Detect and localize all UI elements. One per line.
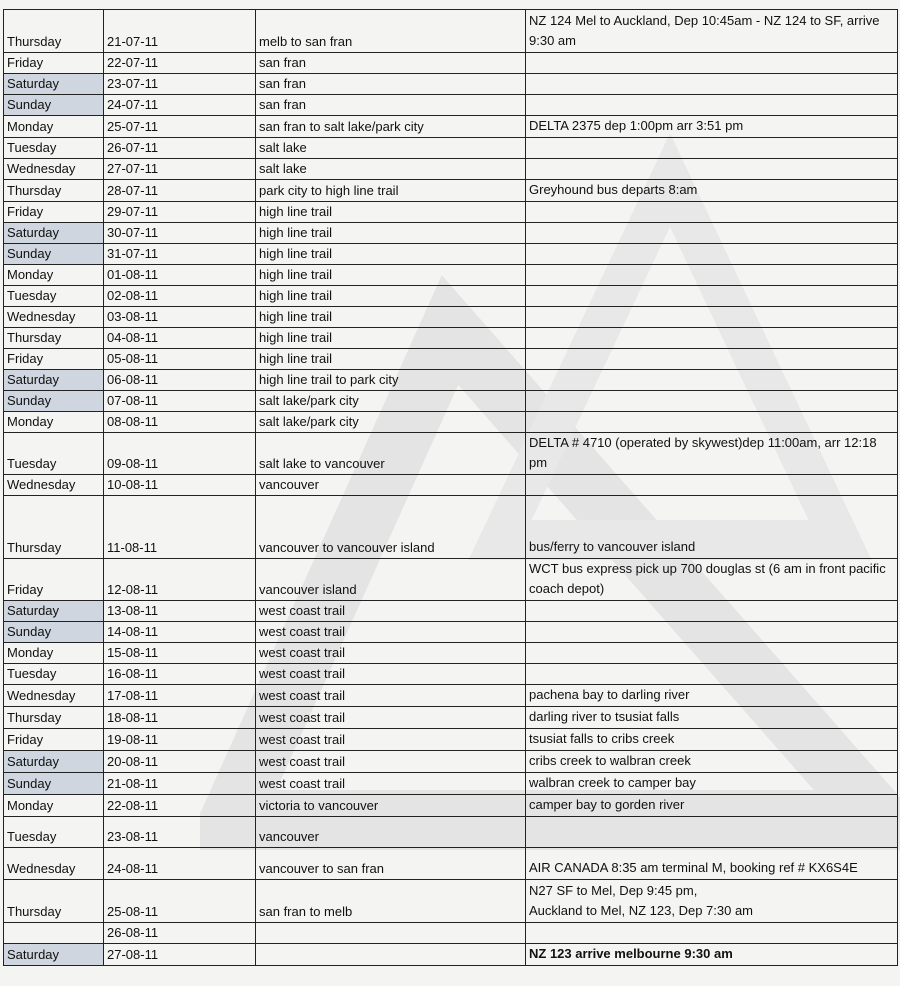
day-cell: Friday: [4, 53, 104, 74]
date-cell: 27-07-11: [104, 159, 256, 180]
date-cell: 05-08-11: [104, 349, 256, 370]
note-cell: [526, 817, 898, 848]
note-cell: [526, 475, 898, 496]
note-cell: [526, 53, 898, 74]
day-cell: Saturday: [4, 944, 104, 966]
day-cell: Wednesday: [4, 475, 104, 496]
day-cell: Friday: [4, 729, 104, 751]
day-cell: Thursday: [4, 180, 104, 202]
note-cell: [526, 244, 898, 265]
note-cell: [526, 370, 898, 391]
location-cell: salt lake/park city: [256, 412, 526, 433]
day-cell: Monday: [4, 412, 104, 433]
location-cell: melb to san fran: [256, 10, 526, 53]
date-cell: 21-08-11: [104, 773, 256, 795]
itinerary-row: [4, 74, 898, 95]
day-cell: Saturday: [4, 370, 104, 391]
day-cell: Monday: [4, 116, 104, 138]
itinerary-row: [4, 159, 898, 180]
location-cell: high line trail: [256, 349, 526, 370]
location-cell: salt lake: [256, 159, 526, 180]
date-cell: 03-08-11: [104, 307, 256, 328]
day-cell: Thursday: [4, 496, 104, 559]
itinerary-row: [4, 349, 898, 370]
location-cell: high line trail: [256, 328, 526, 349]
itinerary-row: [4, 286, 898, 307]
date-cell: 26-08-11: [104, 923, 256, 944]
note-cell: [526, 664, 898, 685]
location-cell: [256, 944, 526, 966]
day-cell: Monday: [4, 265, 104, 286]
location-cell: vancouver to vancouver island: [256, 496, 526, 559]
date-cell: 24-08-11: [104, 848, 256, 880]
day-cell: Sunday: [4, 622, 104, 643]
itinerary-row: [4, 391, 898, 412]
note-cell: darling river to tsusiat falls: [526, 707, 898, 729]
location-cell: high line trail: [256, 307, 526, 328]
location-cell: salt lake/park city: [256, 391, 526, 412]
day-cell: Tuesday: [4, 286, 104, 307]
location-cell: west coast trail: [256, 622, 526, 643]
location-cell: san fran: [256, 95, 526, 116]
note-cell: [526, 622, 898, 643]
itinerary-row: [4, 880, 898, 923]
itinerary-row: [4, 244, 898, 265]
itinerary-row: [4, 10, 898, 53]
date-cell: 14-08-11: [104, 622, 256, 643]
note-cell: camper bay to gorden river: [526, 795, 898, 817]
itinerary-body: [4, 10, 898, 966]
location-cell: west coast trail: [256, 729, 526, 751]
date-cell: 25-08-11: [104, 880, 256, 923]
day-cell: Tuesday: [4, 138, 104, 159]
itinerary-row: [4, 848, 898, 880]
date-cell: 18-08-11: [104, 707, 256, 729]
date-cell: 11-08-11: [104, 496, 256, 559]
itinerary-row: [4, 116, 898, 138]
note-cell: [526, 643, 898, 664]
note-cell: pachena bay to darling river: [526, 685, 898, 707]
day-cell: Thursday: [4, 707, 104, 729]
location-cell: vancouver island: [256, 559, 526, 601]
itinerary-row: [4, 412, 898, 433]
note-cell: [526, 923, 898, 944]
location-cell: west coast trail: [256, 751, 526, 773]
day-cell: Tuesday: [4, 817, 104, 848]
day-cell: Friday: [4, 349, 104, 370]
day-cell: Sunday: [4, 95, 104, 116]
day-cell: Thursday: [4, 328, 104, 349]
note-cell: [526, 391, 898, 412]
date-cell: 13-08-11: [104, 601, 256, 622]
itinerary-row: [4, 370, 898, 391]
location-cell: vancouver: [256, 475, 526, 496]
day-cell: Monday: [4, 643, 104, 664]
note-cell: [526, 286, 898, 307]
note-cell: [526, 159, 898, 180]
day-cell: Saturday: [4, 74, 104, 95]
note-cell: tsusiat falls to cribs creek: [526, 729, 898, 751]
location-cell: high line trail: [256, 286, 526, 307]
location-cell: high line trail: [256, 265, 526, 286]
date-cell: 07-08-11: [104, 391, 256, 412]
note-cell: WCT bus express pick up 700 douglas st (6 am in front pacific coach depot): [526, 559, 898, 601]
note-cell: DELTA # 4710 (operated by skywest)dep 11:00am, arr 12:18 pm: [526, 433, 898, 475]
location-cell: vancouver to san fran: [256, 848, 526, 880]
itinerary-row: [4, 729, 898, 751]
day-cell: Saturday: [4, 751, 104, 773]
date-cell: 04-08-11: [104, 328, 256, 349]
location-cell: west coast trail: [256, 707, 526, 729]
itinerary-row: [4, 923, 898, 944]
date-cell: 02-08-11: [104, 286, 256, 307]
note-cell: [526, 328, 898, 349]
date-cell: 23-08-11: [104, 817, 256, 848]
note-cell: Greyhound bus departs 8:am: [526, 180, 898, 202]
date-cell: 29-07-11: [104, 202, 256, 223]
date-cell: 25-07-11: [104, 116, 256, 138]
date-cell: 20-08-11: [104, 751, 256, 773]
itinerary-row: [4, 664, 898, 685]
itinerary-row: [4, 265, 898, 286]
day-cell: Thursday: [4, 10, 104, 53]
itinerary-row: [4, 496, 898, 559]
day-cell: Tuesday: [4, 433, 104, 475]
note-cell: [526, 138, 898, 159]
location-cell: park city to high line trail: [256, 180, 526, 202]
location-cell: victoria to vancouver: [256, 795, 526, 817]
itinerary-row: [4, 751, 898, 773]
date-cell: 24-07-11: [104, 95, 256, 116]
date-cell: 28-07-11: [104, 180, 256, 202]
itinerary-row: [4, 773, 898, 795]
date-cell: 09-08-11: [104, 433, 256, 475]
note-cell: N27 SF to Mel, Dep 9:45 pm, Auckland to Mel, NZ 123, Dep 7:30 am: [526, 880, 898, 923]
location-cell: san fran: [256, 53, 526, 74]
location-cell: high line trail to park city: [256, 370, 526, 391]
itinerary-row: [4, 180, 898, 202]
day-cell: Sunday: [4, 391, 104, 412]
date-cell: 22-07-11: [104, 53, 256, 74]
note-cell: DELTA 2375 dep 1:00pm arr 3:51 pm: [526, 116, 898, 138]
location-cell: west coast trail: [256, 664, 526, 685]
location-cell: west coast trail: [256, 601, 526, 622]
date-cell: 17-08-11: [104, 685, 256, 707]
location-cell: high line trail: [256, 223, 526, 244]
day-cell: Monday: [4, 795, 104, 817]
location-cell: salt lake to vancouver: [256, 433, 526, 475]
note-cell: [526, 349, 898, 370]
date-cell: 30-07-11: [104, 223, 256, 244]
date-cell: 06-08-11: [104, 370, 256, 391]
location-cell: high line trail: [256, 244, 526, 265]
day-cell: Wednesday: [4, 307, 104, 328]
location-cell: west coast trail: [256, 773, 526, 795]
note-cell: walbran creek to camper bay: [526, 773, 898, 795]
note-cell: [526, 202, 898, 223]
note-cell: [526, 412, 898, 433]
note-cell: bus/ferry to vancouver island: [526, 496, 898, 559]
date-cell: 27-08-11: [104, 944, 256, 966]
date-cell: 16-08-11: [104, 664, 256, 685]
day-cell: Wednesday: [4, 685, 104, 707]
location-cell: san fran to melb: [256, 880, 526, 923]
itinerary-table: [3, 9, 898, 966]
date-cell: 01-08-11: [104, 265, 256, 286]
day-cell: Saturday: [4, 223, 104, 244]
date-cell: 31-07-11: [104, 244, 256, 265]
note-cell: [526, 95, 898, 116]
itinerary-row: [4, 707, 898, 729]
itinerary-row: [4, 643, 898, 664]
note-cell: [526, 307, 898, 328]
date-cell: 19-08-11: [104, 729, 256, 751]
date-cell: 15-08-11: [104, 643, 256, 664]
location-cell: west coast trail: [256, 643, 526, 664]
day-cell: Friday: [4, 559, 104, 601]
itinerary-row: [4, 622, 898, 643]
itinerary-row: [4, 138, 898, 159]
itinerary-row: [4, 601, 898, 622]
location-cell: san fran: [256, 74, 526, 95]
itinerary-row: [4, 202, 898, 223]
note-cell: [526, 223, 898, 244]
itinerary-row: [4, 475, 898, 496]
date-cell: 22-08-11: [104, 795, 256, 817]
itinerary-row: [4, 795, 898, 817]
note-cell: AIR CANADA 8:35 am terminal M, booking ref # KX6S4E: [526, 848, 898, 880]
note-cell: [526, 601, 898, 622]
date-cell: 26-07-11: [104, 138, 256, 159]
date-cell: 23-07-11: [104, 74, 256, 95]
date-cell: 12-08-11: [104, 559, 256, 601]
day-cell: [4, 923, 104, 944]
location-cell: west coast trail: [256, 685, 526, 707]
date-cell: 21-07-11: [104, 10, 256, 53]
itinerary-row: [4, 685, 898, 707]
date-cell: 10-08-11: [104, 475, 256, 496]
itinerary-row: [4, 307, 898, 328]
day-cell: Saturday: [4, 601, 104, 622]
location-cell: salt lake: [256, 138, 526, 159]
itinerary-row: [4, 328, 898, 349]
itinerary-row: [4, 817, 898, 848]
day-cell: Friday: [4, 202, 104, 223]
day-cell: Thursday: [4, 880, 104, 923]
note-cell: cribs creek to walbran creek: [526, 751, 898, 773]
date-cell: 08-08-11: [104, 412, 256, 433]
location-cell: high line trail: [256, 202, 526, 223]
location-cell: vancouver: [256, 817, 526, 848]
itinerary-row: [4, 95, 898, 116]
day-cell: Sunday: [4, 773, 104, 795]
note-cell: NZ 124 Mel to Auckland, Dep 10:45am - NZ 124 to SF, arrive 9:30 am: [526, 10, 898, 53]
itinerary-row: [4, 223, 898, 244]
location-cell: san fran to salt lake/park city: [256, 116, 526, 138]
day-cell: Sunday: [4, 244, 104, 265]
note-cell: [526, 74, 898, 95]
day-cell: Tuesday: [4, 664, 104, 685]
note-cell: [526, 265, 898, 286]
location-cell: [256, 923, 526, 944]
day-cell: Wednesday: [4, 848, 104, 880]
itinerary-row: [4, 559, 898, 601]
itinerary-row: [4, 433, 898, 475]
itinerary-row: [4, 53, 898, 74]
itinerary-row: [4, 944, 898, 966]
day-cell: Wednesday: [4, 159, 104, 180]
note-cell: NZ 123 arrive melbourne 9:30 am: [526, 944, 898, 966]
